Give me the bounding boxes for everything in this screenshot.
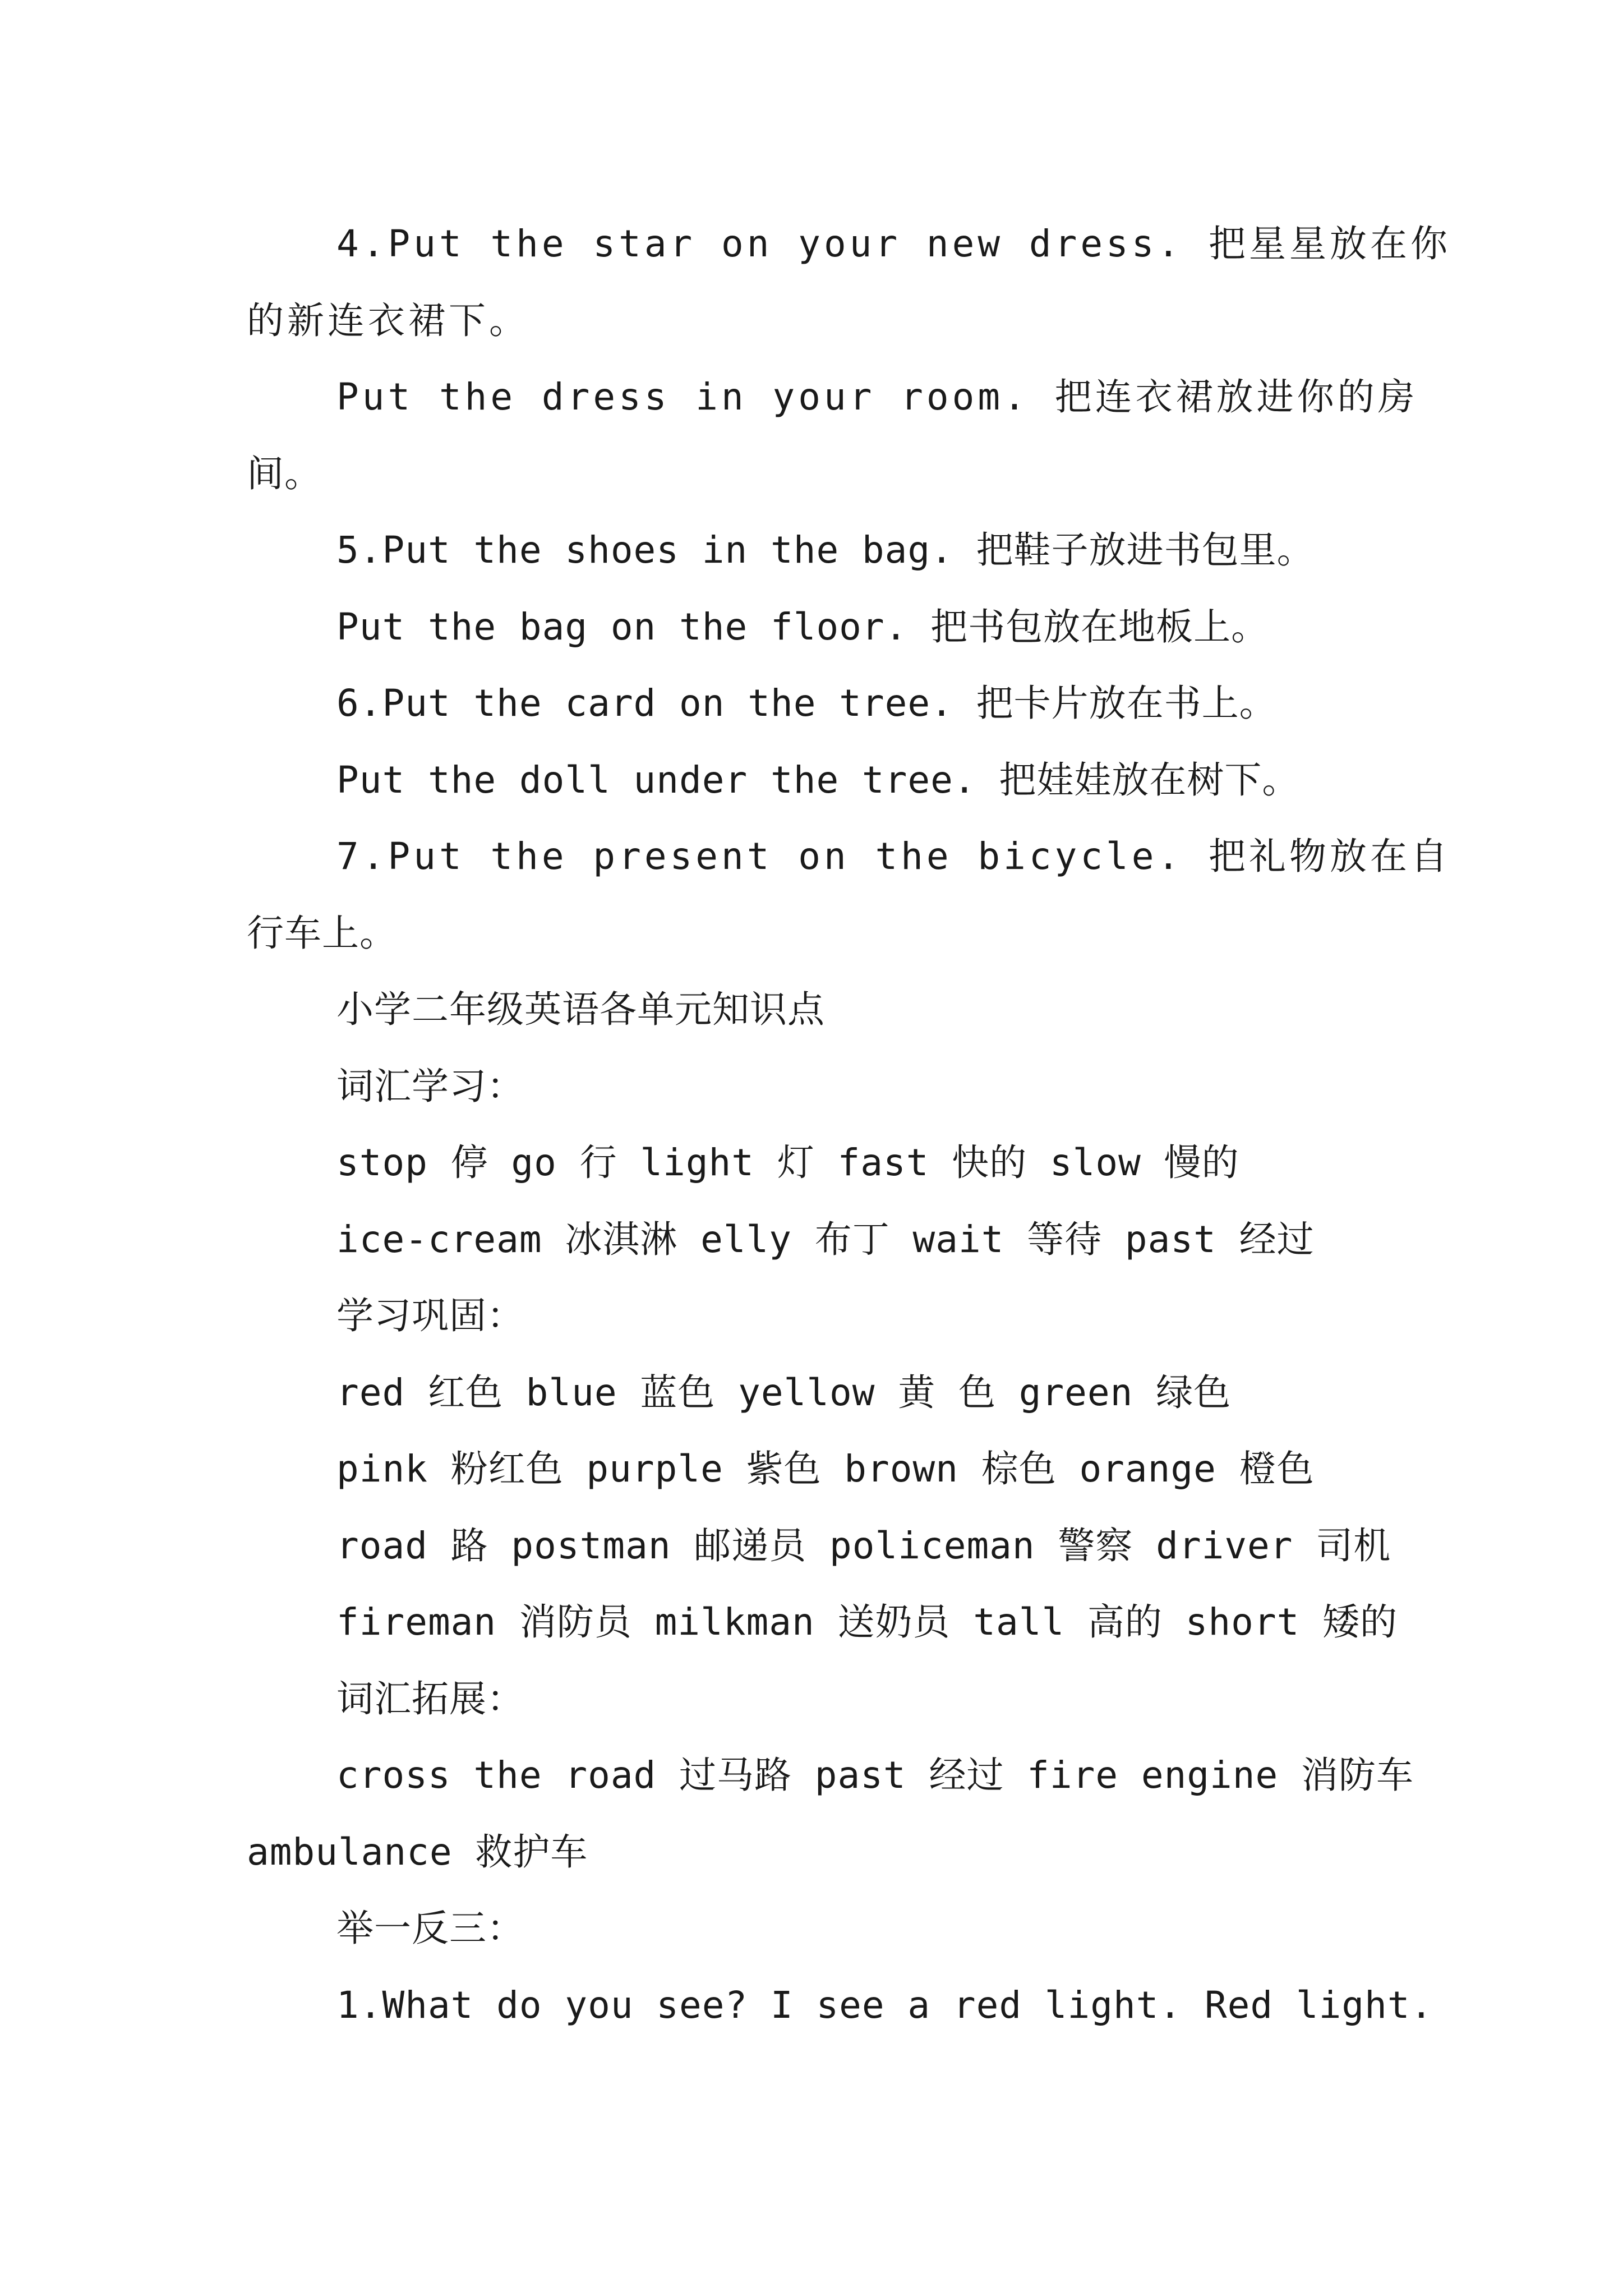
section-heading: 举一反三： — [336, 1907, 524, 1950]
text-line: road 路 postman 邮递员 policeman 警察 driver 司机 — [336, 1524, 1391, 1567]
text-line: ambulance 救护车 — [247, 1830, 588, 1874]
text-line: red 红色 blue 蓝色 yellow 黄 色 green 绿色 — [336, 1371, 1232, 1414]
section-heading: 学习巩固： — [336, 1294, 524, 1337]
text-line: 7.Put the present on the bicycle. 把礼物放在自 — [336, 835, 1451, 878]
text-line: fireman 消防员 milkman 送奶员 tall 高的 short 矮的 — [336, 1600, 1398, 1644]
text-line: stop 停 go 行 light 灯 fast 快的 slow 慢的 — [336, 1141, 1239, 1184]
text-line: ice-cream 冰淇淋 elly 布丁 wait 等待 past 经过 — [336, 1218, 1315, 1261]
text-line: 6.Put the card on the tree. 把卡片放在书上。 — [336, 682, 1277, 725]
text-line: 的新连衣裙下。 — [247, 299, 529, 342]
section-heading: 词汇拓展： — [336, 1677, 524, 1720]
text-line: 4.Put the star on your new dress. 把星星放在你 — [336, 222, 1451, 265]
text-line: 5.Put the shoes in the bag. 把鞋子放进书包里。 — [336, 528, 1315, 572]
text-line: 1.What do you see? I see a red light. Red light. — [336, 1984, 1433, 2027]
section-heading: 小学二年级英语各单元知识点 — [336, 988, 825, 1031]
text-line: Put the dress in your room. 把连衣裙放进你的房 — [336, 375, 1418, 418]
section-heading: 词汇学习： — [336, 1065, 524, 1108]
text-line: pink 粉红色 purple 紫色 brown 棕色 orange 橙色 — [336, 1447, 1315, 1490]
text-line: 间。 — [247, 452, 322, 495]
text-line: 行车上。 — [247, 912, 397, 955]
text-line: cross the road 过马路 past 经过 fire engine 消防车 — [336, 1754, 1414, 1797]
text-line: Put the doll under the tree. 把娃娃放在树下。 — [336, 758, 1300, 802]
text-line: Put the bag on the floor. 把书包放在地板上。 — [336, 605, 1269, 648]
